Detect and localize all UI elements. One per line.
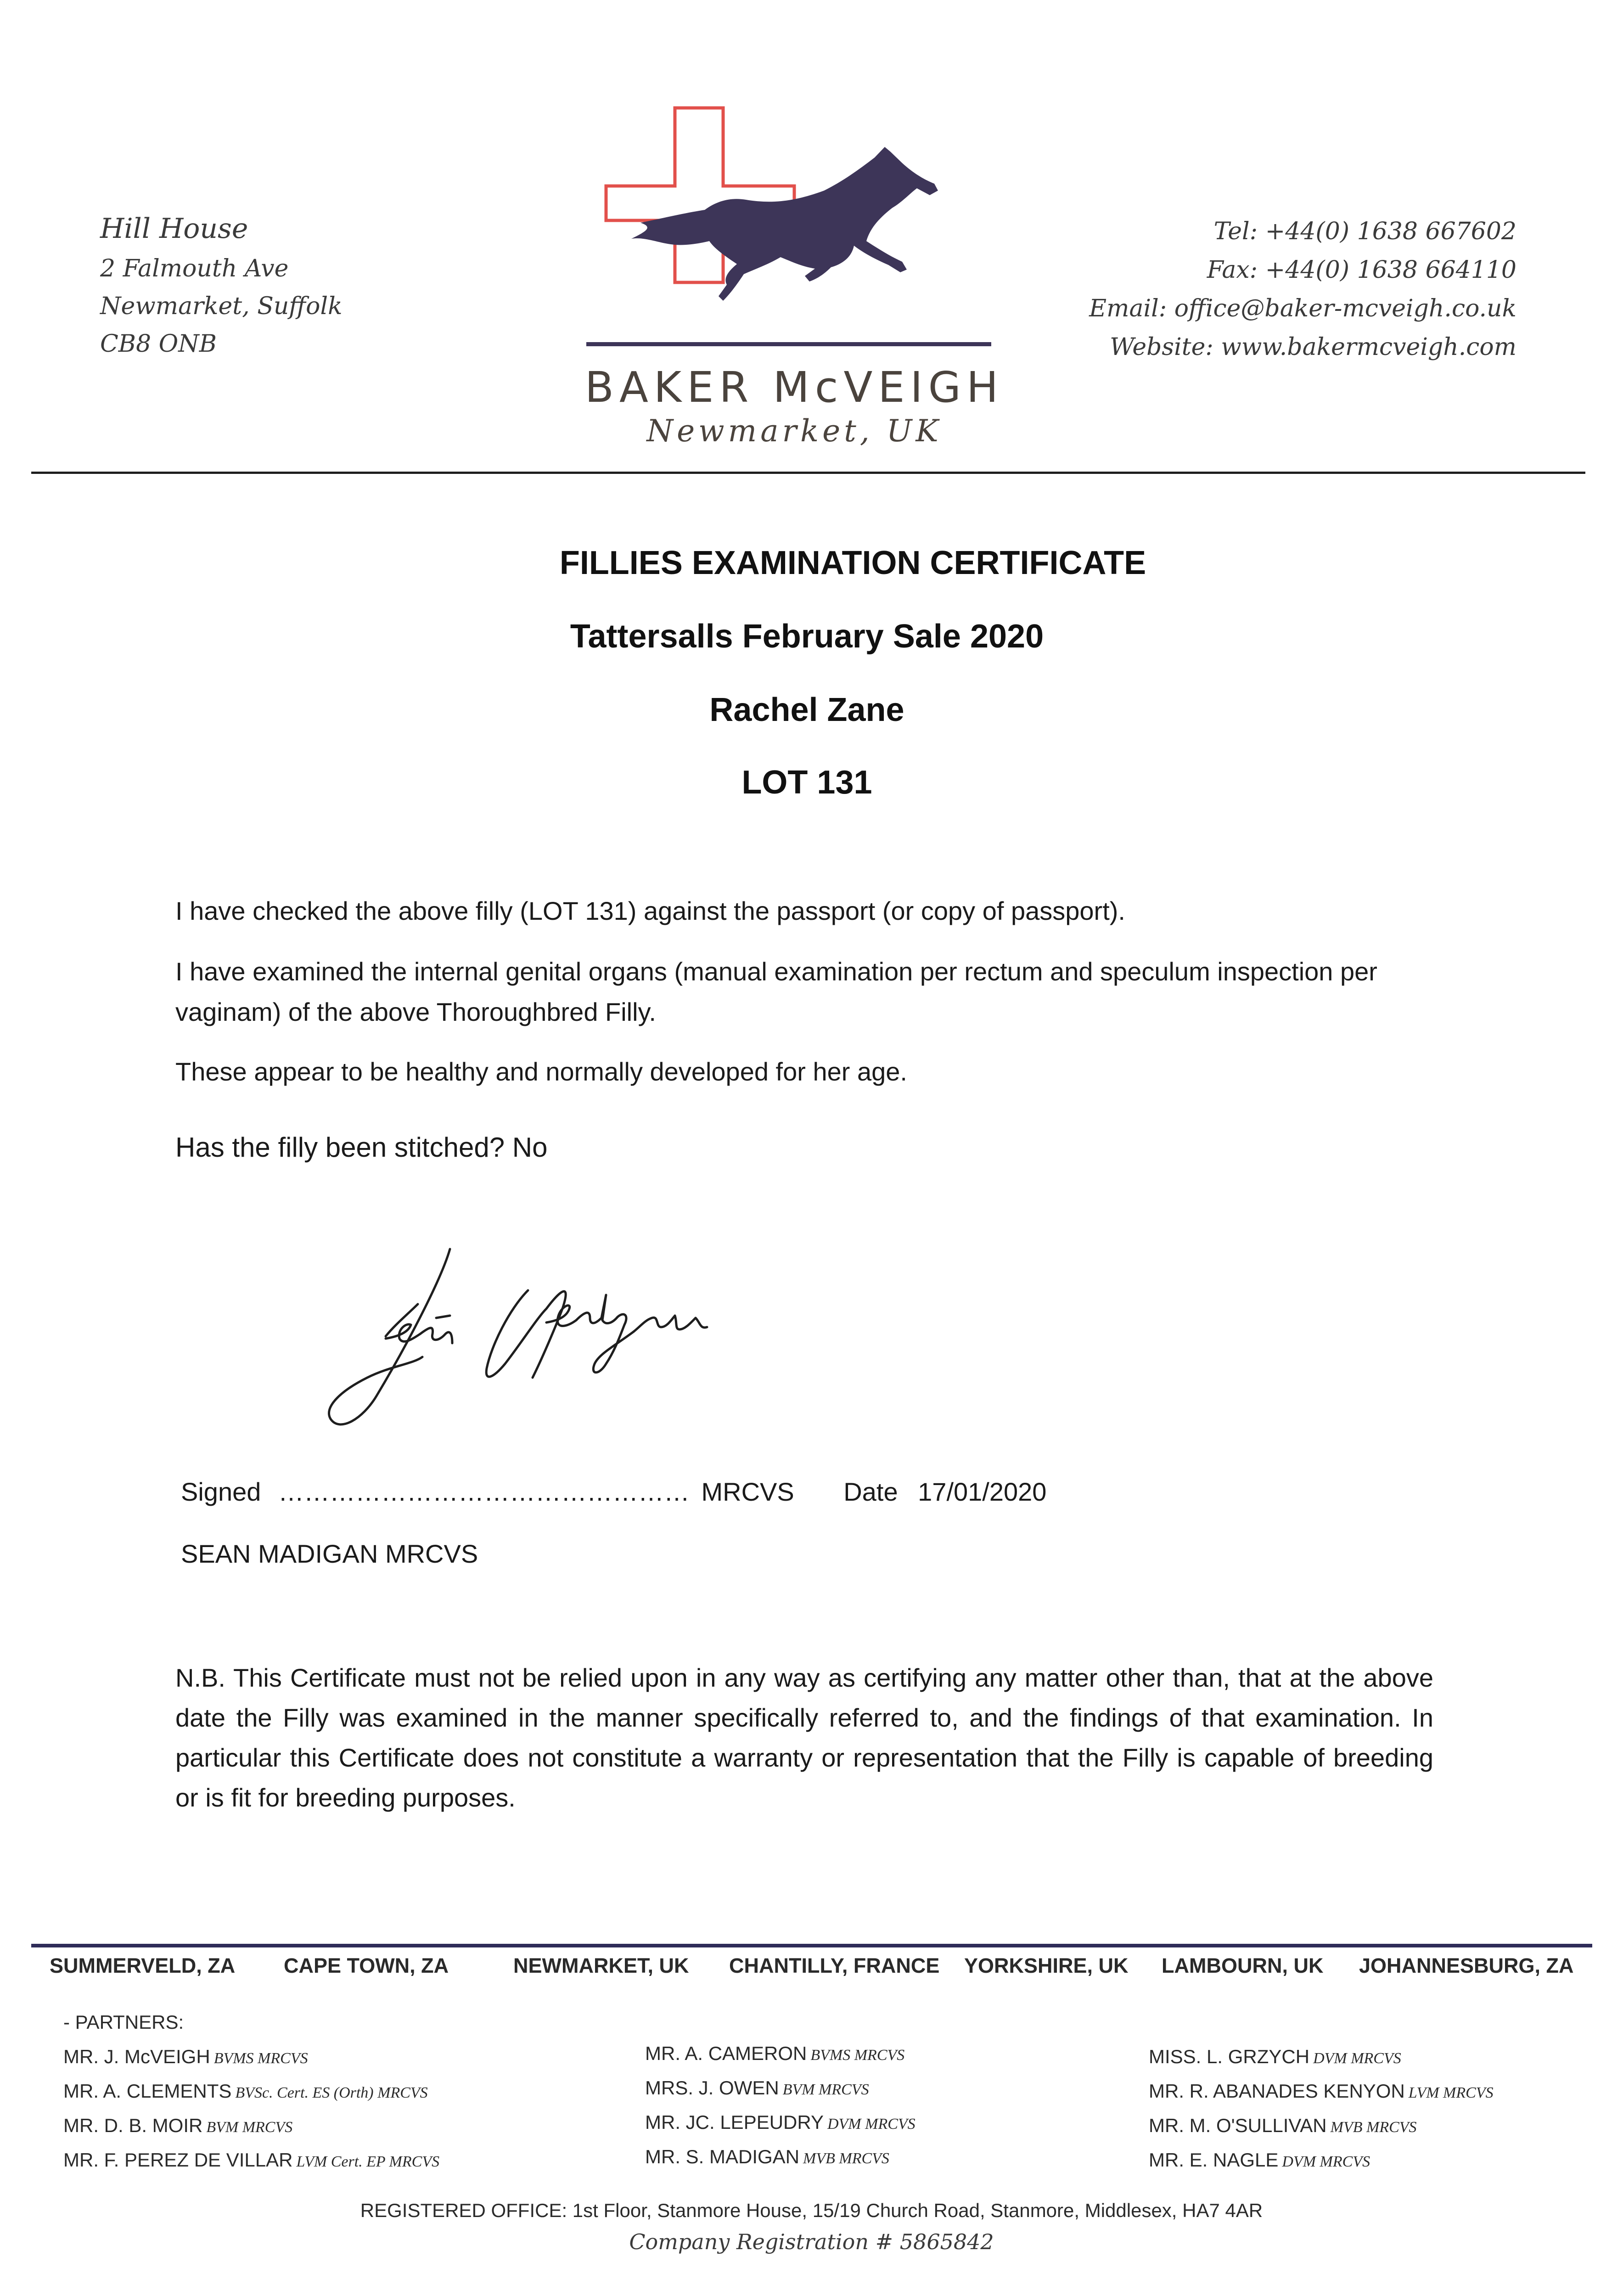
signed-label: Signed: [181, 1477, 261, 1506]
partner-name: MR. R. ABANADES KENYON: [1149, 2080, 1405, 2102]
office-location: CHANTILLY, FRANCE: [729, 1954, 940, 1977]
partner-entry: [645, 2043, 904, 2065]
partner-entry: [1149, 2080, 1494, 2102]
brand-location: Newmarket, UK: [646, 413, 942, 449]
partner-name: MR. E. NAGLE: [1149, 2149, 1279, 2171]
office-location: YORKSHIRE, UK: [964, 1954, 1129, 1977]
partner-entry: [1149, 2115, 1417, 2137]
address-line: Newmarket, Suffolk: [100, 293, 343, 320]
disclaimer-note: N.B. This Certificate must not be relied upon in any way as certifying any matter other than, that at the above date the Filly was examined in the manner specifically referred to, and the findings of that examination. In particular this Certificate does not constitute a warranty or representation that the Filly is capable of breeding or is fit for breeding purposes.: [175, 1663, 1433, 1812]
office-location: JOHANNESBURG, ZA: [1359, 1954, 1574, 1977]
partner-name: MR. F. PEREZ DE VILLAR: [63, 2149, 293, 2171]
partner-entry: [63, 2046, 308, 2068]
partner-qualifications: BVSc. Cert. ES (Orth) MRCVS: [235, 2084, 428, 2101]
signed-line: [181, 1472, 1046, 1512]
partner-entry: [63, 2149, 439, 2171]
partner-entry: [63, 2080, 428, 2102]
partner-qualifications: MVB MRCVS: [803, 2150, 889, 2167]
partner-entry: [645, 2146, 889, 2168]
sale-name: Tattersalls February Sale 2020: [570, 618, 1044, 655]
office-location: SUMMERVELD, ZA: [50, 1954, 236, 1977]
office-locations: [46, 1954, 1589, 1986]
partner-qualifications: DVM MRCVS: [827, 2116, 915, 2133]
baker-mcveigh-logo: [585, 103, 1022, 360]
fax: Fax: +44(0) 1638 664110: [1207, 256, 1516, 284]
horse-icon: [631, 147, 938, 301]
telephone: Tel: +44(0) 1638 667602: [1213, 218, 1516, 245]
certificate-title: FILLIES EXAMINATION CERTIFICATE: [559, 545, 1146, 581]
partner-entry: [1149, 2149, 1370, 2171]
partner-qualifications: LVM Cert. EP MRCVS: [296, 2153, 440, 2170]
email: Email: office@baker-mcveigh.co.uk: [1089, 295, 1516, 322]
website: Website: www.bakermcveigh.com: [1110, 333, 1516, 361]
signature-dots: …………………………………………: [278, 1477, 690, 1506]
partner-name: MR. J. McVEIGH: [63, 2046, 210, 2067]
mrcvs-suffix: MRCVS: [701, 1477, 794, 1506]
partner-qualifications: MVB MRCVS: [1330, 2119, 1417, 2136]
handwritten-signature: [312, 1240, 735, 1433]
address-line: CB8 ONB: [100, 330, 217, 358]
logo-rule: [586, 342, 991, 346]
partner-qualifications: BVM MRCVS: [782, 2081, 869, 2098]
stitched-answer: Has the filly been stitched? No: [175, 1132, 548, 1163]
footer-divider: [31, 1944, 1592, 1947]
partner-entry: [63, 2115, 292, 2137]
signatory-name: SEAN MADIGAN MRCVS: [181, 1539, 478, 1568]
partner-name: MR. A. CLEMENTS: [63, 2080, 232, 2102]
partner-qualifications: DVM MRCVS: [1313, 2050, 1401, 2067]
partner-entry: [1149, 2046, 1401, 2068]
partner-qualifications: BVMS MRCVS: [213, 2050, 308, 2067]
office-location: LAMBOURN, UK: [1162, 1954, 1324, 1977]
contact-block: [1011, 212, 1516, 366]
health-statement: These appear to be healthy and normally developed for her age.: [175, 1057, 907, 1086]
lot-number: LOT 131: [741, 764, 872, 801]
partners-heading: - PARTNERS:: [63, 2011, 184, 2033]
date-label: Date: [843, 1477, 898, 1506]
examination-statement: I have examined the internal genital organs (manual examination per rectum and speculum inspection per vaginam) of the above Thoroughbred Filly.: [175, 957, 1377, 1026]
partner-name: MR. JC. LEPEUDRY: [645, 2111, 824, 2133]
office-location: NEWMARKET, UK: [513, 1954, 689, 1977]
partner-qualifications: BVM MRCVS: [206, 2119, 293, 2136]
partner-qualifications: LVM MRCVS: [1408, 2084, 1494, 2101]
partner-entry: [645, 2111, 915, 2133]
partner-entry: [645, 2077, 869, 2099]
partner-name: MR. A. CAMERON: [645, 2043, 807, 2064]
passport-check-statement: I have checked the above filly (LOT 131) against the passport (or copy of passport).: [175, 896, 1125, 925]
partner-name: MRS. J. OWEN: [645, 2077, 779, 2099]
registered-office: REGISTERED OFFICE: 1st Floor, Stanmore House, 15/19 Church Road, Stanmore, Middlesex, HA7 4AR: [360, 2200, 1263, 2221]
address-line: Hill House: [100, 213, 248, 245]
date-value: 17/01/2020: [918, 1477, 1047, 1506]
partner-name: MR. D. B. MOIR: [63, 2115, 203, 2136]
brand-name: BAKER McVEIGH: [584, 363, 1004, 412]
company-registration: Company Registration # 5865842: [629, 2229, 994, 2254]
header-divider: [31, 472, 1585, 474]
partner-qualifications: DVM MRCVS: [1282, 2153, 1370, 2170]
address-line: 2 Falmouth Ave: [100, 255, 289, 282]
partner-name: MISS. L. GRZYCH: [1149, 2046, 1310, 2067]
partner-name: MR. S. MADIGAN: [645, 2146, 800, 2167]
office-location: CAPE TOWN, ZA: [284, 1954, 449, 1977]
address-block: [100, 208, 343, 363]
partner-name: MR. M. O'SULLIVAN: [1149, 2115, 1327, 2136]
horse-name: Rachel Zane: [709, 692, 904, 728]
partner-qualifications: BVMS MRCVS: [810, 2047, 905, 2064]
